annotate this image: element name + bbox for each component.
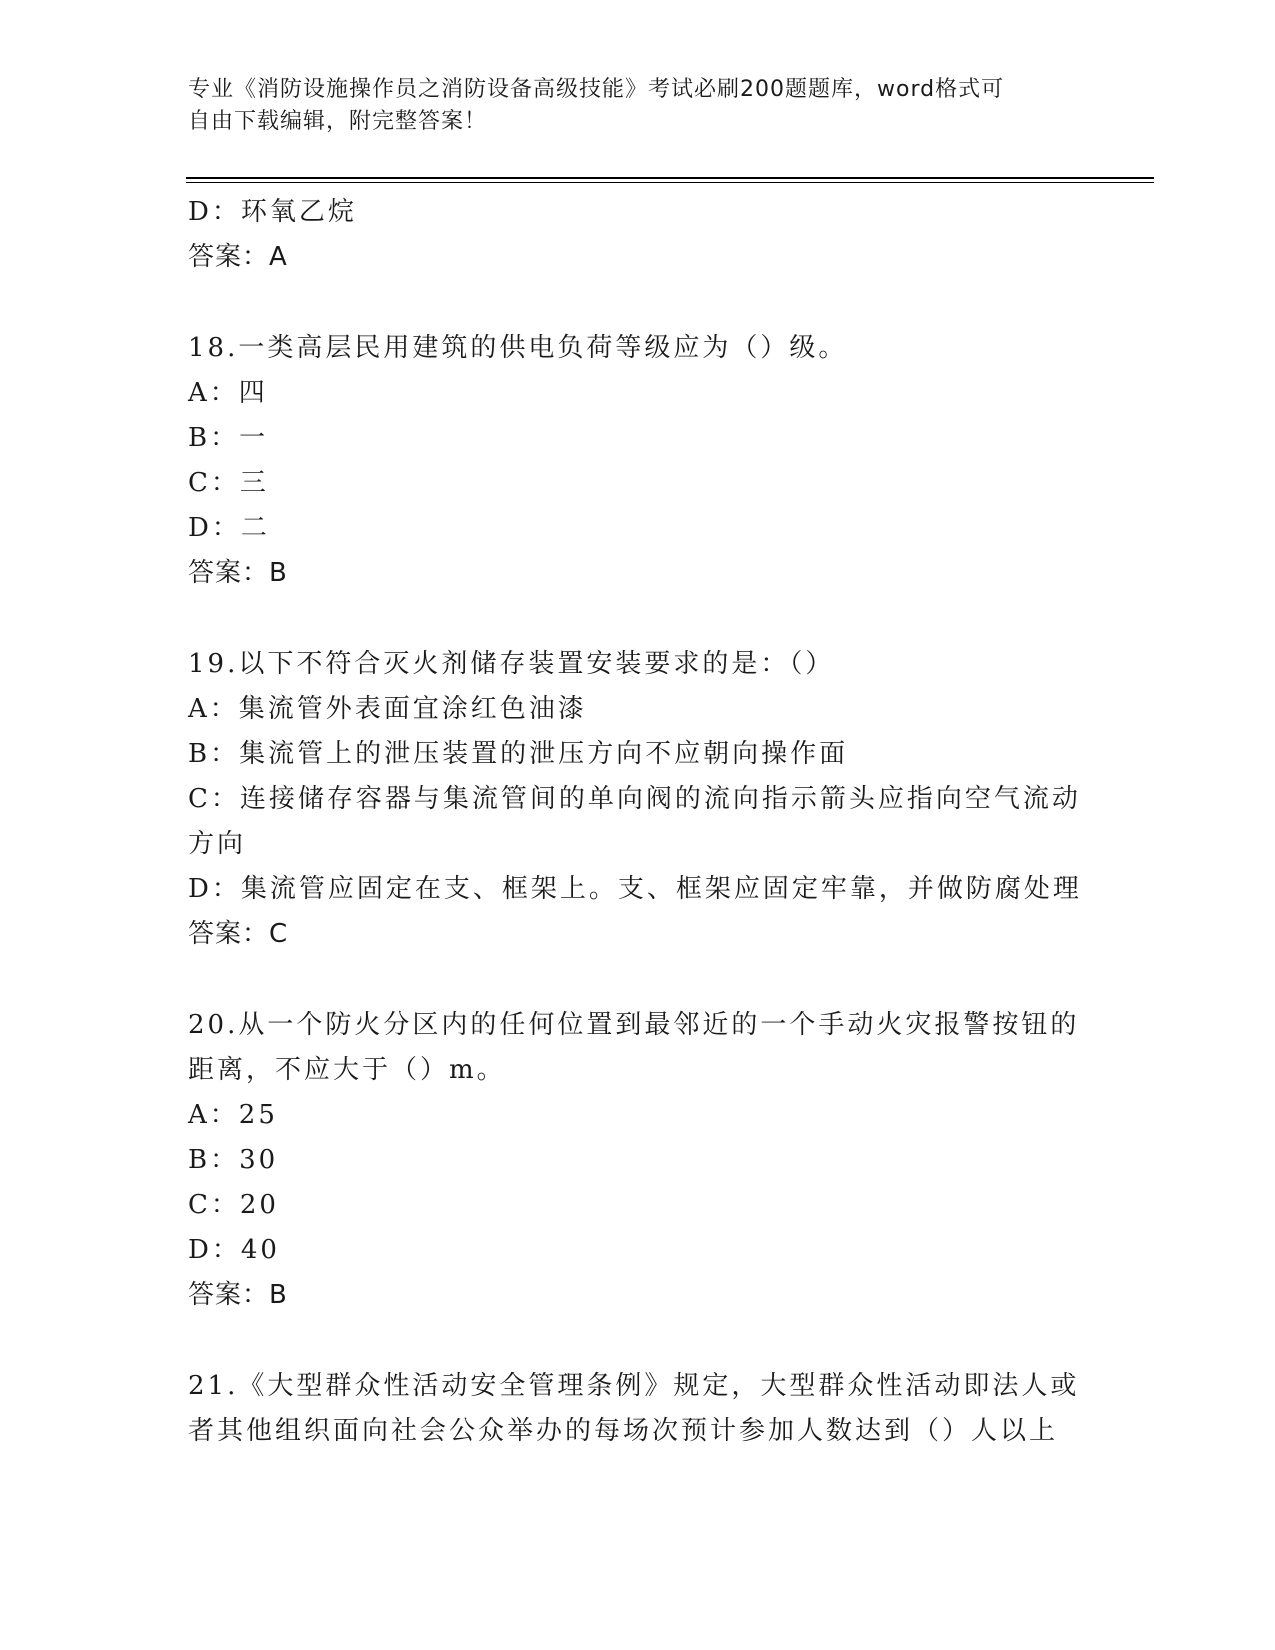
question-stem: 19.以下不符合灭火剂储存装置安装要求的是：（） xyxy=(188,649,835,679)
answer: 答案：A xyxy=(188,242,288,272)
option-c: C：20 xyxy=(188,1190,279,1220)
header-divider-thin xyxy=(186,182,1154,183)
answer: 答案：C xyxy=(188,919,289,949)
option-d: D：环氧乙烷 xyxy=(188,197,357,227)
option-c-continued: 方向 xyxy=(188,829,247,859)
question-19 xyxy=(188,642,1082,957)
question-18 xyxy=(188,326,1078,596)
question-stem-continued: 距离，不应大于（）m。 xyxy=(188,1055,506,1085)
option-c: C：连接储存容器与集流管间的单向阀的流向指示箭头应指向空气流动 xyxy=(188,784,1081,814)
question-stem: 18.一类高层民用建筑的供电负荷等级应为（）级。 xyxy=(188,333,848,363)
question-stem-continued: 者其他组织面向社会公众举办的每场次预计参加人数达到（）人以上 xyxy=(188,1416,1059,1446)
question-21 xyxy=(188,1364,1078,1454)
answer: 答案：B xyxy=(188,558,288,588)
question-17-tail xyxy=(188,190,1078,280)
option-d: D：40 xyxy=(188,1235,280,1265)
option-a: A：25 xyxy=(188,1100,278,1130)
header-line-2: 自由下载编辑，附完整答案！ xyxy=(188,109,488,134)
question-stem: 21.《大型群众性活动安全管理条例》规定，大型群众性活动即法人或 xyxy=(188,1371,1080,1401)
question-20 xyxy=(188,1003,1078,1318)
question-list xyxy=(188,190,1082,1454)
option-c: C：三 xyxy=(188,468,269,498)
document-header xyxy=(188,74,1068,138)
option-d: D：集流管应固定在支、框架上。支、框架应固定牢靠，并做防腐处理 xyxy=(188,874,1082,904)
answer: 答案：B xyxy=(188,1280,288,1310)
header-line-1: 专业《消防设施操作员之消防设备高级技能》考试必刷200题题库，word格式可 xyxy=(188,77,1005,102)
option-a: A：四 xyxy=(188,378,268,408)
option-b: B：集流管上的泄压装置的泄压方向不应朝向操作面 xyxy=(188,739,849,769)
option-b: B：一 xyxy=(188,423,269,453)
question-stem: 20.从一个防火分区内的任何位置到最邻近的一个手动火灾报警按钮的 xyxy=(188,1010,1080,1040)
option-b: B：30 xyxy=(188,1145,279,1175)
header-divider-thick xyxy=(186,177,1154,179)
option-a: A：集流管外表面宜涂红色油漆 xyxy=(188,694,587,724)
option-d: D：二 xyxy=(188,513,270,543)
